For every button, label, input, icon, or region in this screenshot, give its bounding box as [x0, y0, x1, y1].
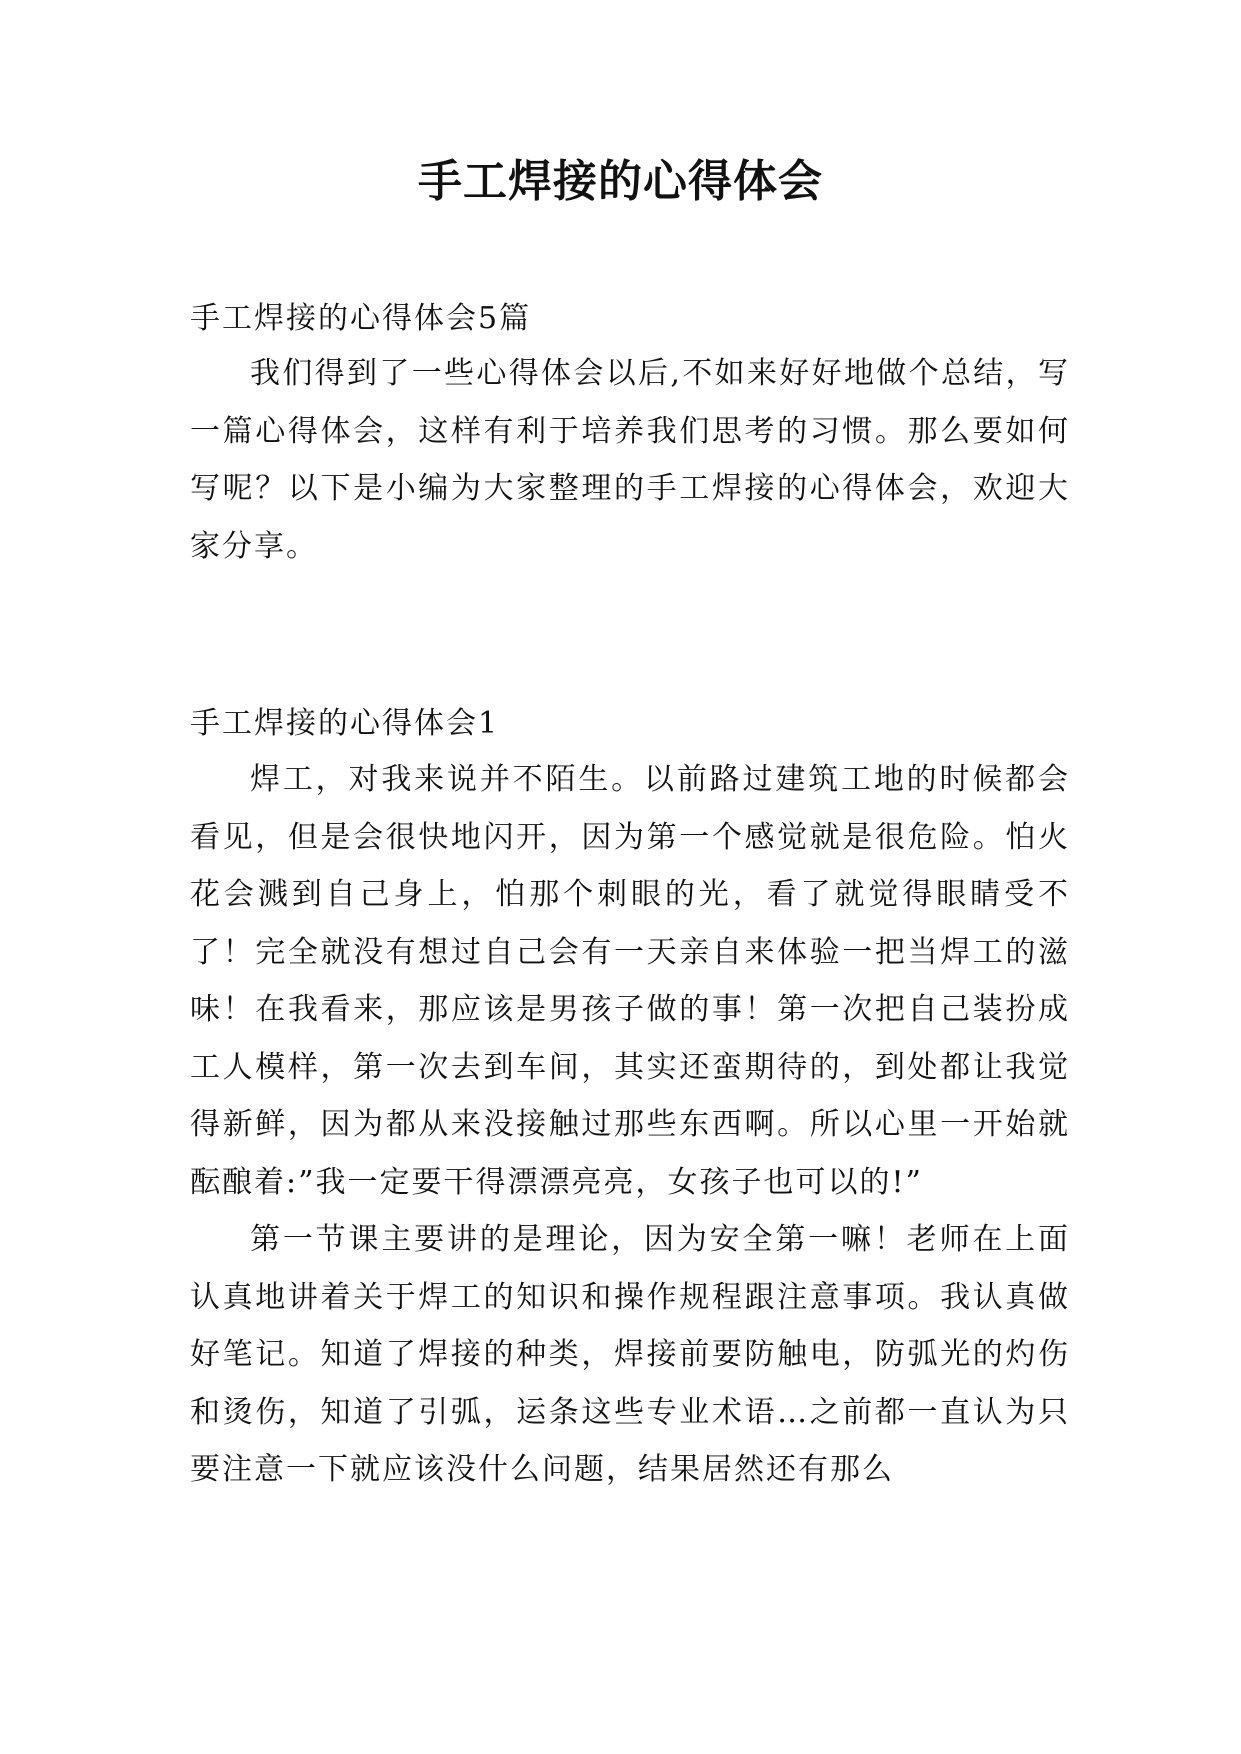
intro-paragraph: 我们得到了一些心得体会以后,不如来好好地做个总结，写一篇心得体会，这样有利于培养我们思考的习惯。那么要如何写呢？以下是小编为大家整理的手工焊接的心得体会，欢迎大家分享。 — [190, 356, 1070, 564]
section-heading: 手工焊接的心得体会1 — [190, 706, 500, 741]
body-paragraph-1: 焊工，对我来说并不陌生。以前路过建筑工地的时候都会看见，但是会很快地闪开，因为第一个感觉就是很危险。怕火花会溅到自己身上，怕那个刺眼的光，看了就觉得眼睛受不了！完全就没有想过自己会有一天亲自来体验一把当焊工的滋味！在我看来，那应该是男孩子做的事！第一次把自己装扮成工人模样，第一次去到车间，其实还蛮期待的，到处都让我觉得新鲜，因为都从来没接触过那些东西啊。所以心里一开始就酝酿着:”我一定要干得漂漂亮亮，女孩子也可以的!” — [190, 762, 1070, 1200]
body-paragraph-2: 第一节课主要讲的是理论，因为安全第一嘛！老师在上面认真地讲着关于焊工的知识和操作规程跟注意事项。我认真做好笔记。知道了焊接的种类，焊接前要防触电，防弧光的灼伤和烫伤，知道了引弧，运条这些专业术语…之前都一直认为只要注意一下就应该没什么问题，结果居然还有那么 — [190, 1222, 1070, 1487]
intro-section — [190, 345, 1070, 575]
document-subtitle: 手工焊接的心得体会5篇 — [190, 301, 532, 336]
document-title: 手工焊接的心得体会 — [418, 156, 823, 207]
body-content — [190, 751, 1070, 1499]
